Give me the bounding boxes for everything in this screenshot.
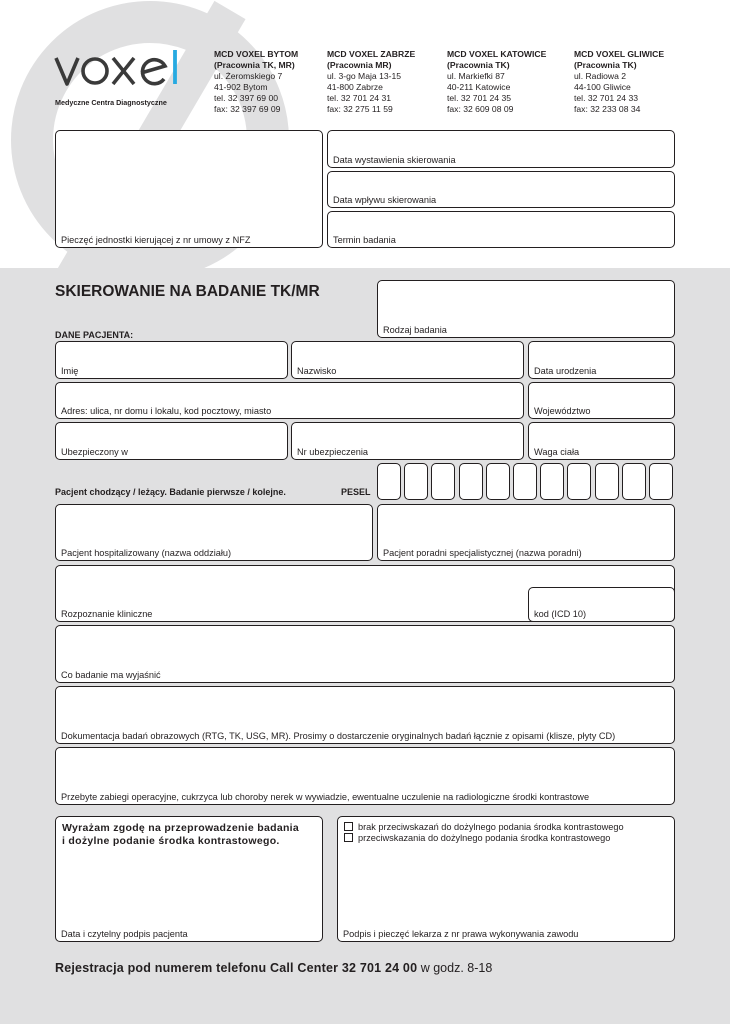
doctor-assessment-box[interactable] (337, 816, 675, 942)
pesel-digit-box[interactable] (622, 463, 646, 500)
exam-date-field[interactable] (327, 211, 675, 248)
last-name-field[interactable] (291, 341, 524, 379)
option-contraindications[interactable] (344, 833, 610, 843)
branch-fax: fax: 32 275 11 59 (327, 104, 393, 115)
icd-code-label: kod (ICD 10) (534, 609, 587, 619)
weight-field[interactable] (528, 422, 675, 460)
birth-date-field[interactable] (528, 341, 675, 379)
exam-purpose-label: Co badanie ma wyjaśnić (61, 670, 161, 680)
consent-line-1: Wyrażam zgodę na przeprowadzenie badania (62, 822, 300, 834)
branch-street: ul. Markiefki 87 (447, 71, 505, 82)
pesel-digit-box[interactable] (649, 463, 673, 500)
registration-footer (55, 961, 492, 975)
pesel-label: PESEL (341, 487, 371, 497)
stamp-label: Pieczęć jednostki kierującej z nr umowy z NFZ (61, 235, 251, 245)
option-contraindications-label: przeciwskazania do dożylnego podania środka kontrastowego (358, 833, 611, 843)
branch-unit: (Pracownia MR) (327, 60, 392, 71)
branch-name: MCD VOXEL KATOWICE (447, 49, 547, 59)
issue-date-field[interactable] (327, 130, 675, 168)
weight-label: Waga ciała (534, 447, 580, 457)
branch-name: MCD VOXEL GLIWICE (574, 49, 665, 59)
branch-fax: fax: 32 609 08 09 (447, 104, 514, 115)
consent-statement (62, 822, 299, 848)
exam-type-field[interactable] (377, 280, 675, 338)
address-label: Adres: ulica, nr domu i lokalu, kod pocztowy, miasto (61, 406, 272, 416)
branch-unit: (Pracownia TK) (574, 60, 637, 71)
branch-street: ul. Żeromskiego 7 (214, 71, 283, 82)
consent-line-2: i dożylne podanie środka kontrastowego. (62, 835, 280, 847)
patient-status-text: Pacjent chodzący / leżący. Badanie pierwsze / kolejne. (55, 487, 286, 497)
medical-history-label: Przebyte zabiegi operacyjne, cukrzyca lub choroby nerek w wywiadzie, ewentualne uczulenie na radiologiczne środki kontrastowe (61, 792, 590, 802)
province-field[interactable] (528, 382, 675, 419)
outpatient-clinic-label: Pacjent poradni specjalistycznej (nazwa poradni) (383, 548, 582, 558)
exam-purpose-field[interactable] (55, 625, 675, 683)
branch-gliwice (574, 49, 664, 116)
pesel-digit-box[interactable] (377, 463, 401, 500)
doctor-signature-label: Podpis i pieczęć lekarza z nr prawa wykonywania zawodu (343, 929, 579, 939)
pesel-digit-box[interactable] (567, 463, 591, 500)
insurance-number-label: Nr ubezpieczenia (297, 447, 368, 457)
registration-phone-text: Rejestracja pod numerem telefonu Call Center 32 701 24 00 (55, 961, 418, 975)
branch-fax: fax: 32 397 69 09 (214, 104, 281, 115)
patient-consent-box[interactable] (55, 816, 323, 942)
pesel-digit-box[interactable] (540, 463, 564, 500)
patient-signature-label: Data i czytelny podpis pacjenta (61, 929, 188, 939)
checkbox-no-contraindications[interactable] (344, 822, 353, 831)
branch-unit: (Pracownia TK, MR) (214, 60, 295, 71)
pesel-digit-box[interactable] (486, 463, 510, 500)
insurance-number-field[interactable] (291, 422, 524, 460)
hospital-ward-label: Pacjent hospitalizowany (nazwa oddziału) (61, 548, 232, 558)
branch-city: 44-100 Gliwice (574, 82, 631, 93)
clinical-diagnosis-label: Rozpoznanie kliniczne (61, 609, 153, 619)
birth-date-label: Data urodzenia (534, 366, 597, 376)
branch-tel: tel. 32 701 24 33 (574, 93, 639, 104)
imaging-documentation-label: Dokumentacja badań obrazowych (RTG, TK, USG, MR). Prosimy o dostarczenie oryginalnych badań łącznie z opisami (klisze, płyty CD) (61, 731, 616, 741)
form-title: SKIEROWANIE NA BADANIE TK/MR (55, 283, 320, 300)
branch-katowice (447, 49, 546, 116)
receipt-date-field[interactable] (327, 171, 675, 208)
stamp-field[interactable] (55, 130, 323, 248)
exam-date-label: Termin badania (333, 235, 396, 245)
address-field[interactable] (55, 382, 524, 419)
exam-type-label: Rodzaj badania (383, 325, 447, 335)
imaging-documentation-field[interactable] (55, 686, 675, 744)
branch-name: MCD VOXEL BYTOM (214, 49, 299, 59)
insured-in-field[interactable] (55, 422, 288, 460)
branch-fax: fax: 32 233 08 34 (574, 104, 641, 115)
registration-hours-text: w godz. 8-18 (417, 961, 493, 975)
branch-tel: tel. 32 397 69 00 (214, 93, 279, 104)
pesel-digit-box[interactable] (459, 463, 483, 500)
branch-city: 41-902 Bytom (214, 82, 268, 93)
pesel-digit-box[interactable] (404, 463, 428, 500)
voxel-logo (54, 46, 182, 97)
icd-code-field[interactable] (528, 587, 675, 622)
branch-tel: tel. 32 701 24 35 (447, 93, 512, 104)
logo-tagline: Medyczne Centra Diagnostyczne (55, 98, 167, 107)
last-name-label: Nazwisko (297, 366, 337, 376)
hospital-ward-field[interactable] (55, 504, 373, 561)
branch-tel: tel. 32 701 24 31 (327, 93, 392, 104)
receipt-date-label: Data wpływu skierowania (333, 195, 437, 205)
outpatient-clinic-field[interactable] (377, 504, 675, 561)
patient-section-heading: DANE PACJENTA: (55, 330, 134, 340)
branch-street: ul. 3-go Maja 13-15 (327, 71, 402, 82)
first-name-field[interactable] (55, 341, 288, 379)
branch-bytom (214, 49, 298, 116)
option-no-contraindications-label: brak przeciwskazań do dożylnego podania środka kontrastowego (358, 822, 624, 832)
pesel-digit-box[interactable] (513, 463, 537, 500)
medical-history-field[interactable] (55, 747, 675, 805)
insured-in-label: Ubezpieczony w (61, 447, 128, 457)
branch-city: 41-800 Zabrze (327, 82, 383, 93)
issue-date-label: Data wystawienia skierowania (333, 155, 456, 165)
branch-street: ul. Radiowa 2 (574, 71, 627, 82)
first-name-label: Imię (61, 366, 79, 376)
checkbox-contraindications[interactable] (344, 833, 353, 842)
pesel-digit-box[interactable] (595, 463, 619, 500)
branch-city: 40-211 Katowice (447, 82, 511, 93)
option-no-contraindications[interactable] (344, 822, 624, 832)
pesel-digit-box[interactable] (431, 463, 455, 500)
branch-unit: (Pracownia TK) (447, 60, 510, 71)
province-label: Województwo (534, 406, 591, 416)
branch-zabrze (327, 49, 415, 116)
branch-name: MCD VOXEL ZABRZE (327, 49, 416, 59)
